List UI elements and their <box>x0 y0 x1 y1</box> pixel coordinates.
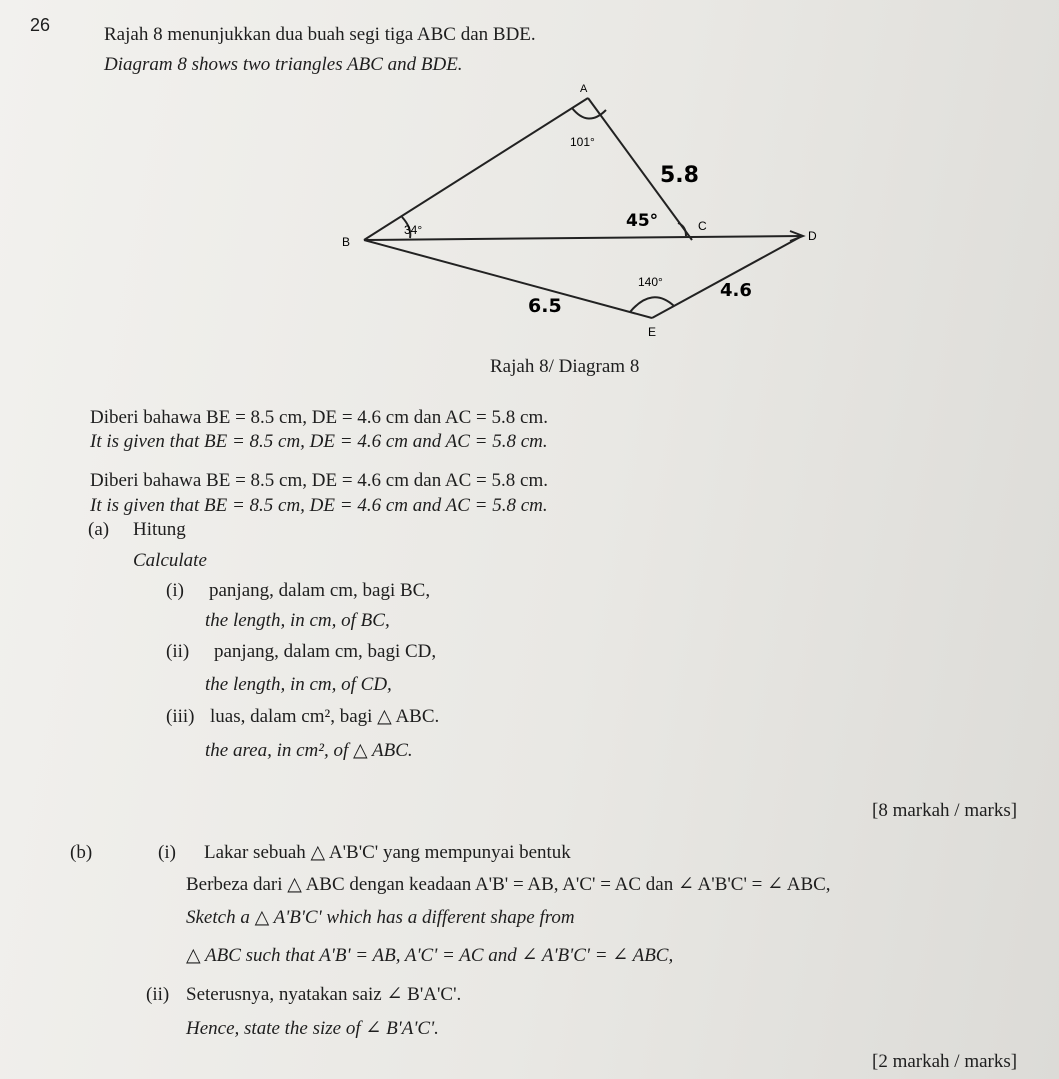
question-number: 26 <box>30 15 51 35</box>
part-b-ii-english: Hence, state the size of ∠ B'A'C'. <box>186 1018 439 1039</box>
given-1-malay: Diberi bahawa BE = 8.5 cm, DE = 4.6 cm dan AC = 5.8 cm. <box>90 407 548 428</box>
part-b-i-english-line1: Sketch a △ A'B'C' which has a different shape from <box>186 907 575 928</box>
part-b-ii-number: (ii) <box>146 984 170 1005</box>
intro-english: Diagram 8 shows two triangles ABC and BDE. <box>104 54 463 75</box>
part-b-marks: [2 markah / marks] <box>872 1051 1018 1072</box>
triangle-diagram <box>330 80 850 350</box>
intro-malay: Rajah 8 menunjukkan dua buah segi tiga ABC dan BDE. <box>104 24 536 45</box>
part-a-iii-english: the area, in cm², of △ ABC. <box>205 740 413 761</box>
vertex-label-e: E <box>648 325 657 339</box>
angle-label-a: 101° <box>570 135 595 149</box>
part-b-i-malay-line1: Lakar sebuah △ A'B'C' yang mempunyai bentuk <box>204 842 571 863</box>
part-a-i-english: the length, in cm, of BC, <box>205 610 390 631</box>
handwritten-ac: 5.8 <box>660 163 699 188</box>
part-a-ii-malay: panjang, dalam cm, bagi CD, <box>214 641 437 662</box>
part-b-i-malay-line2: Berbeza dari △ ABC dengan keadaan A'B' = AB, A'C' = AC dan ∠ A'B'C' = ∠ ABC, <box>186 874 831 895</box>
part-a-marks: [8 markah / marks] <box>872 800 1018 821</box>
given-2-english: It is given that BE = 8.5 cm, DE = 4.6 cm and AC = 5.8 cm. <box>90 495 548 516</box>
handwritten-de: 4.6 <box>720 280 752 301</box>
part-a-ii-english: the length, in cm, of CD, <box>205 674 392 695</box>
part-b-label: (b) <box>70 842 93 863</box>
angle-label-e: 140° <box>638 275 663 289</box>
part-a-label: (a) <box>88 519 110 540</box>
vertex-label-a: A <box>580 83 588 95</box>
vertex-label-c: C <box>698 219 707 233</box>
diagram-caption: Rajah 8/ Diagram 8 <box>490 356 640 377</box>
part-a-ii-number: (ii) <box>166 641 190 662</box>
part-a-i-number: (i) <box>166 580 184 601</box>
handwritten-be: 6.5 <box>528 295 562 317</box>
part-a-i-malay: panjang, dalam cm, bagi BC, <box>209 580 431 601</box>
given-2-malay: Diberi bahawa BE = 8.5 cm, DE = 4.6 cm dan AC = 5.8 cm. <box>90 470 548 491</box>
handwritten-angle-c: 45° <box>626 211 659 231</box>
part-a-english: Calculate <box>133 550 207 571</box>
given-1-english: It is given that BE = 8.5 cm, DE = 4.6 cm and AC = 5.8 cm. <box>90 431 548 452</box>
part-a-iii-number: (iii) <box>166 706 195 727</box>
part-b-i-english-line2: △ ABC such that A'B' = AB, A'C' = AC and ∠ A'B'C' = ∠ ABC, <box>186 945 674 966</box>
vertex-label-d: D <box>808 229 817 243</box>
part-b-ii-malay: Seterusnya, nyatakan saiz ∠ B'A'C'. <box>186 984 462 1005</box>
angle-label-b: 34° <box>404 223 423 237</box>
part-b-i-number: (i) <box>158 842 176 863</box>
part-a-malay: Hitung <box>133 519 186 540</box>
part-a-iii-malay: luas, dalam cm², bagi △ ABC. <box>210 706 440 727</box>
vertex-label-b: B <box>342 235 351 249</box>
